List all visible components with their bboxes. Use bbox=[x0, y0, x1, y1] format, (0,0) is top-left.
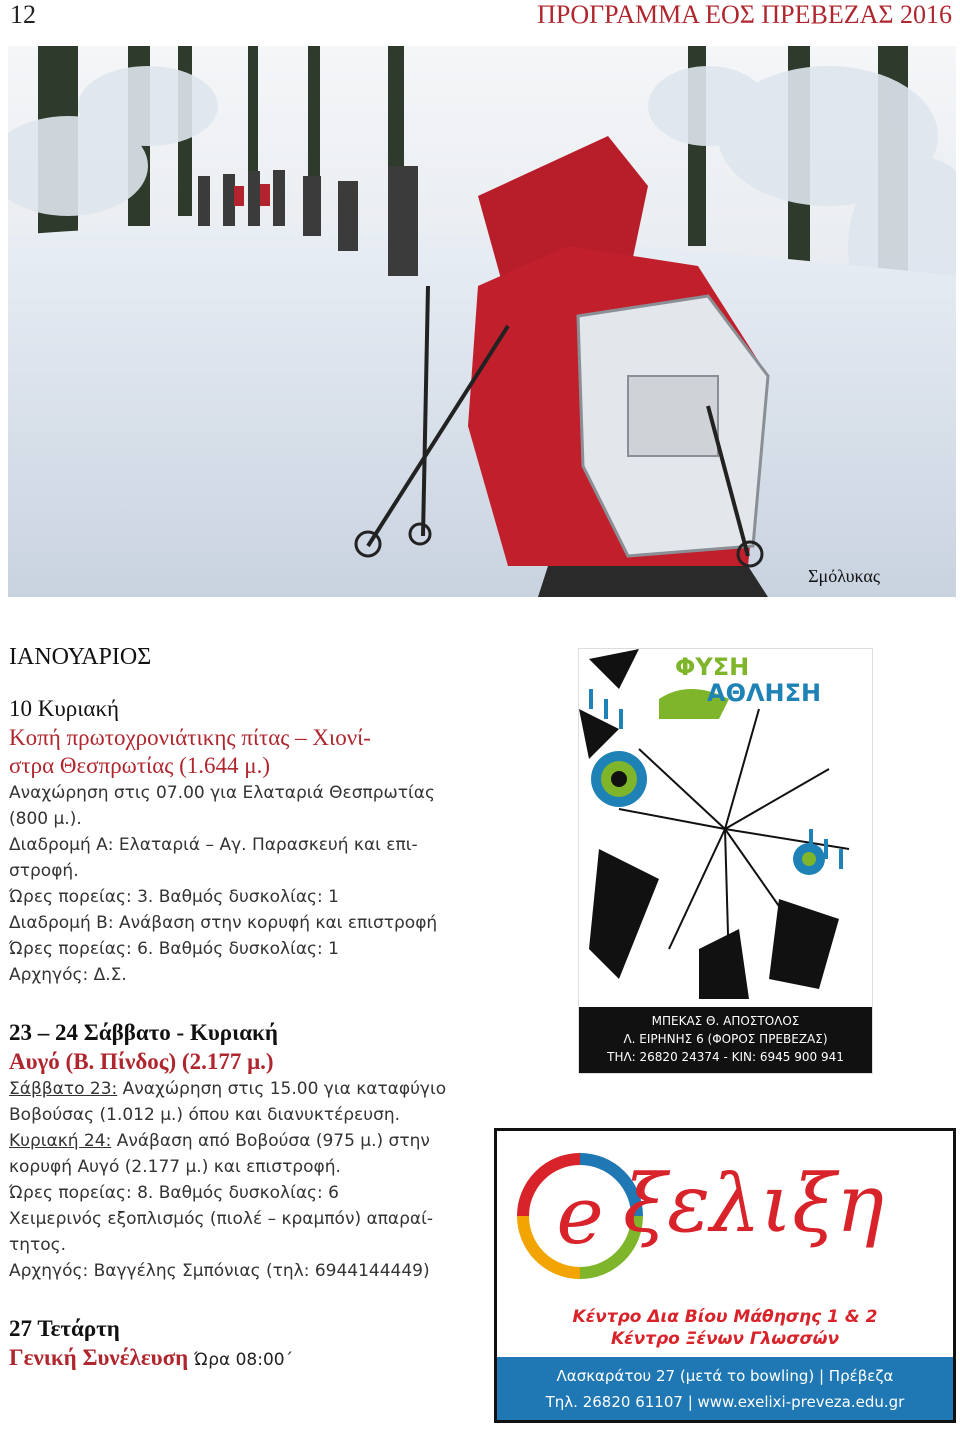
event3-day: 27 Τετάρτη bbox=[9, 1316, 120, 1341]
event3-title: Γενική Συνέλευση bbox=[9, 1345, 189, 1370]
event1-title-line2: στρα Θεσπρωτίας (1.644 μ.) bbox=[9, 753, 271, 778]
event2-sat-label: Σάββατο 23: bbox=[9, 1079, 118, 1099]
photo-caption: Σμόλυκας bbox=[808, 566, 880, 586]
event2-line: Βοβούσας (1.012 μ.) όπου και διανυκτέρευση. bbox=[9, 1105, 401, 1125]
event1-line: Αρχηγός: Δ.Σ. bbox=[9, 965, 127, 985]
event1-line: Ώρες πορείας: 6. Βαθμός δυσκολίας: 1 bbox=[9, 939, 339, 959]
ad-nature-phone: ΤΗΛ: 26820 24374 - ΚΙΝ: 6945 900 941 bbox=[607, 1050, 844, 1064]
ad-nature-sport bbox=[578, 648, 873, 1074]
event1-line: στροφή. bbox=[9, 861, 79, 881]
event1-line: Διαδρομή Α: Ελαταριά – Αγ. Παρασκευή και επι- bbox=[9, 835, 418, 855]
running-title: ΠΡΟΓΡΑΜΜΑ ΕΟΣ ΠΡΕΒΕΖΑΣ 2016 bbox=[537, 0, 952, 29]
exelixi-logo-letter: e bbox=[556, 1169, 604, 1262]
event2-sun-text: Ανάβαση από Βοβούσα (975 μ.) στην bbox=[111, 1131, 430, 1151]
exelixi-brand: ξελιξη bbox=[623, 1157, 885, 1250]
event2-line: Ώρες πορείας: 8. Βαθμός δυσκολίας: 6 bbox=[9, 1183, 339, 1203]
event2-sat-text: Αναχώρηση στις 15.00 για καταφύγιο bbox=[117, 1079, 447, 1099]
event1-title-line1: Κοπή πρωτοχρονιάτικης πίτας – Χιονί- bbox=[9, 725, 371, 750]
hiking-photo bbox=[8, 46, 956, 597]
event2-line bbox=[9, 1128, 479, 1154]
page-number: 12 bbox=[10, 0, 36, 29]
ad-exelixi bbox=[494, 1128, 956, 1423]
event2-line: κορυφή Αυγό (2.177 μ.) και επιστροφή. bbox=[9, 1157, 341, 1177]
event1-line: Διαδρομή Β: Ανάβαση στην κορυφή και επιστροφή bbox=[9, 913, 438, 933]
event1-line: (800 μ.). bbox=[9, 809, 82, 829]
exelixi-address: Λασκαράτου 27 (μετά το bowling) | Πρέβεζα bbox=[556, 1367, 894, 1385]
exelixi-subtitle2: Κέντρο Ξένων Γλωσσών bbox=[610, 1329, 840, 1349]
ad-nature-title2: ΑΘΛΗΣΗ bbox=[707, 679, 822, 707]
event2-line bbox=[9, 1076, 479, 1102]
ad-nature-title1: ΦΥΣΗ bbox=[675, 653, 750, 681]
event2-line: Χειμερινός εξοπλισμός (πιολέ – κραμπόν) απαραί- bbox=[9, 1209, 434, 1229]
event1-line: Αναχώρηση στις 07.00 για Ελαταριά Θεσπρωτίας bbox=[9, 783, 435, 803]
event1-day: 10 Κυριακή bbox=[9, 696, 120, 721]
ad-nature-address: Λ. ΕΙΡΗΝΗΣ 6 (ΦΟΡΟΣ ΠΡΕΒΕΖΑΣ) bbox=[623, 1032, 828, 1046]
exelixi-contact: Τηλ. 26820 61107 | www.exelixi-preveza.edu.gr bbox=[545, 1393, 905, 1411]
event2-sun-label: Κυριακή 24: bbox=[9, 1131, 112, 1151]
event2-day: 23 – 24 Σάββατο - Κυριακή bbox=[9, 1020, 278, 1045]
event3-time: Ώρα 08:00΄ bbox=[194, 1350, 294, 1370]
month-heading: ΙΑΝΟΥΑΡΙΟΣ bbox=[9, 644, 152, 670]
exelixi-subtitle1: Κέντρο Δια Βίου Μάθησης 1 & 2 bbox=[572, 1307, 878, 1327]
event2-title: Αυγό (Β. Πίνδος) (2.177 μ.) bbox=[9, 1049, 274, 1074]
ad-nature-owner: ΜΠΕΚΑΣ Θ. ΑΠΟΣΤΟΛΟΣ bbox=[651, 1014, 800, 1028]
event2-line: τητος. bbox=[9, 1235, 67, 1255]
program-text-column bbox=[9, 640, 479, 1374]
event2-line: Αρχηγός: Βαγγέλης Σμπόνιας (τηλ: 6944144449) bbox=[9, 1261, 430, 1281]
event3-title-row bbox=[9, 1344, 479, 1374]
ad-nature-footer bbox=[579, 1007, 872, 1073]
exelixi-contact-band bbox=[497, 1357, 953, 1421]
event1-line: Ώρες πορείας: 3. Βαθμός δυσκολίας: 1 bbox=[9, 887, 339, 907]
